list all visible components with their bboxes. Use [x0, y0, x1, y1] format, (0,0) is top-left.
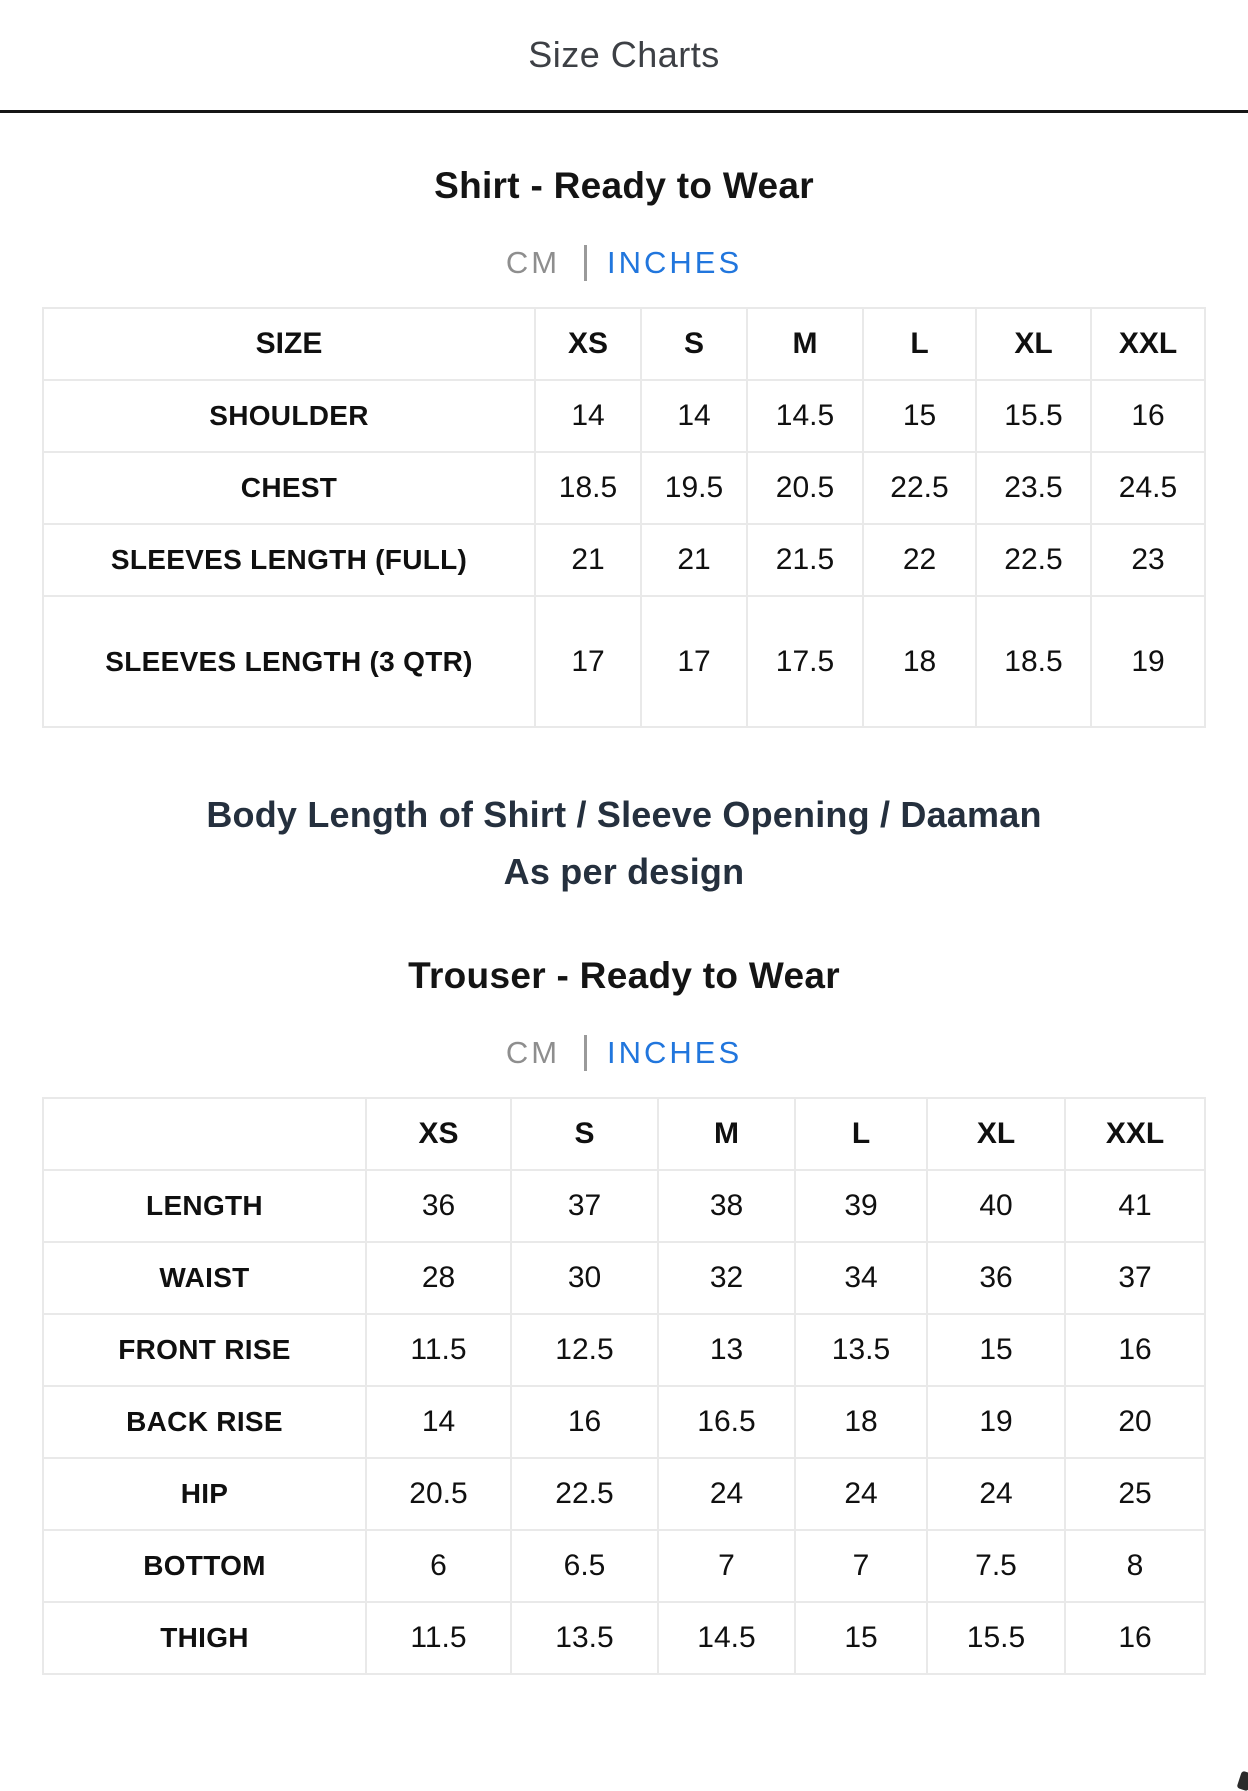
- table-cell: 6.5: [511, 1530, 658, 1602]
- table-cell: 18: [863, 596, 976, 727]
- row-label: SHOULDER: [43, 380, 535, 452]
- top-bar: [0, 0, 1248, 113]
- table-cell: 17: [641, 596, 747, 727]
- inches-toggle-button[interactable]: INCHES: [607, 245, 743, 280]
- inches-toggle-button[interactable]: INCHES: [607, 1035, 743, 1070]
- table-cell: 21: [535, 524, 641, 596]
- page-title: Size Charts: [528, 34, 720, 75]
- column-header: XS: [366, 1098, 511, 1170]
- table-row: [43, 1242, 1205, 1314]
- table-row: [43, 1458, 1205, 1530]
- table-cell: 20: [1065, 1386, 1205, 1458]
- column-header: XL: [927, 1098, 1065, 1170]
- table-cell: 18.5: [976, 596, 1091, 727]
- design-note-line2: As per design: [503, 851, 745, 892]
- row-label: LENGTH: [43, 1170, 366, 1242]
- shirt-size-table: [42, 307, 1206, 728]
- column-header: XXL: [1065, 1098, 1205, 1170]
- table-cell: 6: [366, 1530, 511, 1602]
- table-cell: 24: [658, 1458, 795, 1530]
- table-row: [43, 524, 1205, 596]
- table-cell: 13.5: [795, 1314, 927, 1386]
- column-header: L: [795, 1098, 927, 1170]
- row-label: BOTTOM: [43, 1530, 366, 1602]
- table-cell: 19: [1091, 596, 1205, 727]
- table-cell: 11.5: [366, 1602, 511, 1674]
- table-cell: 7.5: [927, 1530, 1065, 1602]
- table-cell: 30: [511, 1242, 658, 1314]
- table-cell: 37: [511, 1170, 658, 1242]
- table-cell: 15.5: [927, 1602, 1065, 1674]
- table-cell: 38: [658, 1170, 795, 1242]
- table-cell: 14: [535, 380, 641, 452]
- table-row: [43, 380, 1205, 452]
- table-cell: 21.5: [747, 524, 863, 596]
- table-cell: 25: [1065, 1458, 1205, 1530]
- table-cell: 20.5: [366, 1458, 511, 1530]
- table-cell: 23: [1091, 524, 1205, 596]
- column-header: XS: [535, 308, 641, 380]
- unit-toggle-divider: [584, 1035, 587, 1071]
- column-header: XL: [976, 308, 1091, 380]
- table-row: [43, 1386, 1205, 1458]
- table-cell: 15.5: [976, 380, 1091, 452]
- table-cell: 15: [927, 1314, 1065, 1386]
- cm-toggle-button[interactable]: CM: [505, 1035, 561, 1070]
- table-cell: 14: [366, 1386, 511, 1458]
- table-row: [43, 452, 1205, 524]
- row-label: SLEEVES LENGTH (FULL): [43, 524, 535, 596]
- table-cell: 20.5: [747, 452, 863, 524]
- row-label: THIGH: [43, 1602, 366, 1674]
- table-cell: 16: [1065, 1602, 1205, 1674]
- table-cell: 40: [927, 1170, 1065, 1242]
- trouser-section-heading: Trouser - Ready to Wear: [408, 955, 840, 996]
- table-cell: 19.5: [641, 452, 747, 524]
- table-cell: 13: [658, 1314, 795, 1386]
- table-cell: 24.5: [1091, 452, 1205, 524]
- table-cell: 21: [641, 524, 747, 596]
- table-cell: 23.5: [976, 452, 1091, 524]
- trouser-unit-toggle: [0, 1033, 1248, 1073]
- column-header: L: [863, 308, 976, 380]
- row-label: BACK RISE: [43, 1386, 366, 1458]
- table-cell: 14.5: [658, 1602, 795, 1674]
- table-cell: 17.5: [747, 596, 863, 727]
- shirt-unit-toggle: [0, 243, 1248, 283]
- column-header: SIZE: [43, 308, 535, 380]
- table-cell: 22: [863, 524, 976, 596]
- table-cell: 37: [1065, 1242, 1205, 1314]
- table-cell: 16: [1065, 1314, 1205, 1386]
- design-note: [0, 786, 1248, 900]
- column-header: [43, 1098, 366, 1170]
- table-cell: 28: [366, 1242, 511, 1314]
- table-cell: 12.5: [511, 1314, 658, 1386]
- table-row: [43, 1170, 1205, 1242]
- table-row: [43, 1314, 1205, 1386]
- table-cell: 18.5: [535, 452, 641, 524]
- table-cell: 7: [795, 1530, 927, 1602]
- table-cell: 18: [795, 1386, 927, 1458]
- trouser-table-header-row: [43, 1098, 1205, 1170]
- table-cell: 15: [795, 1602, 927, 1674]
- row-label: SLEEVES LENGTH (3 QTR): [43, 596, 535, 727]
- row-label: CHEST: [43, 452, 535, 524]
- column-header: S: [511, 1098, 658, 1170]
- table-cell: 14.5: [747, 380, 863, 452]
- table-cell: 34: [795, 1242, 927, 1314]
- table-cell: 22.5: [863, 452, 976, 524]
- table-cell: 14: [641, 380, 747, 452]
- table-cell: 22.5: [976, 524, 1091, 596]
- table-cell: 15: [863, 380, 976, 452]
- table-cell: 24: [927, 1458, 1065, 1530]
- table-cell: 32: [658, 1242, 795, 1314]
- unit-toggle-divider: [584, 245, 587, 281]
- column-header: M: [658, 1098, 795, 1170]
- table-cell: 7: [658, 1530, 795, 1602]
- trouser-size-table: [42, 1097, 1206, 1675]
- row-label: WAIST: [43, 1242, 366, 1314]
- cm-toggle-button[interactable]: CM: [505, 245, 561, 280]
- table-cell: 19: [927, 1386, 1065, 1458]
- table-row: [43, 1530, 1205, 1602]
- row-label: HIP: [43, 1458, 366, 1530]
- table-cell: 16: [511, 1386, 658, 1458]
- table-cell: 8: [1065, 1530, 1205, 1602]
- table-cell: 22.5: [511, 1458, 658, 1530]
- table-cell: 24: [795, 1458, 927, 1530]
- column-header: S: [641, 308, 747, 380]
- table-cell: 41: [1065, 1170, 1205, 1242]
- table-cell: 36: [927, 1242, 1065, 1314]
- table-cell: 39: [795, 1170, 927, 1242]
- table-cell: 16.5: [658, 1386, 795, 1458]
- table-cell: 36: [366, 1170, 511, 1242]
- design-note-line1: Body Length of Shirt / Sleeve Opening / Daaman: [206, 794, 1042, 835]
- shirt-table-header-row: [43, 308, 1205, 380]
- column-header: XXL: [1091, 308, 1205, 380]
- table-cell: 16: [1091, 380, 1205, 452]
- table-cell: 13.5: [511, 1602, 658, 1674]
- row-label: FRONT RISE: [43, 1314, 366, 1386]
- table-cell: 11.5: [366, 1314, 511, 1386]
- table-row: [43, 596, 1205, 727]
- column-header: M: [747, 308, 863, 380]
- table-cell: 17: [535, 596, 641, 727]
- shirt-section-heading: Shirt - Ready to Wear: [434, 165, 814, 206]
- table-row: [43, 1602, 1205, 1674]
- scroll-corner-mark: [1237, 1771, 1248, 1791]
